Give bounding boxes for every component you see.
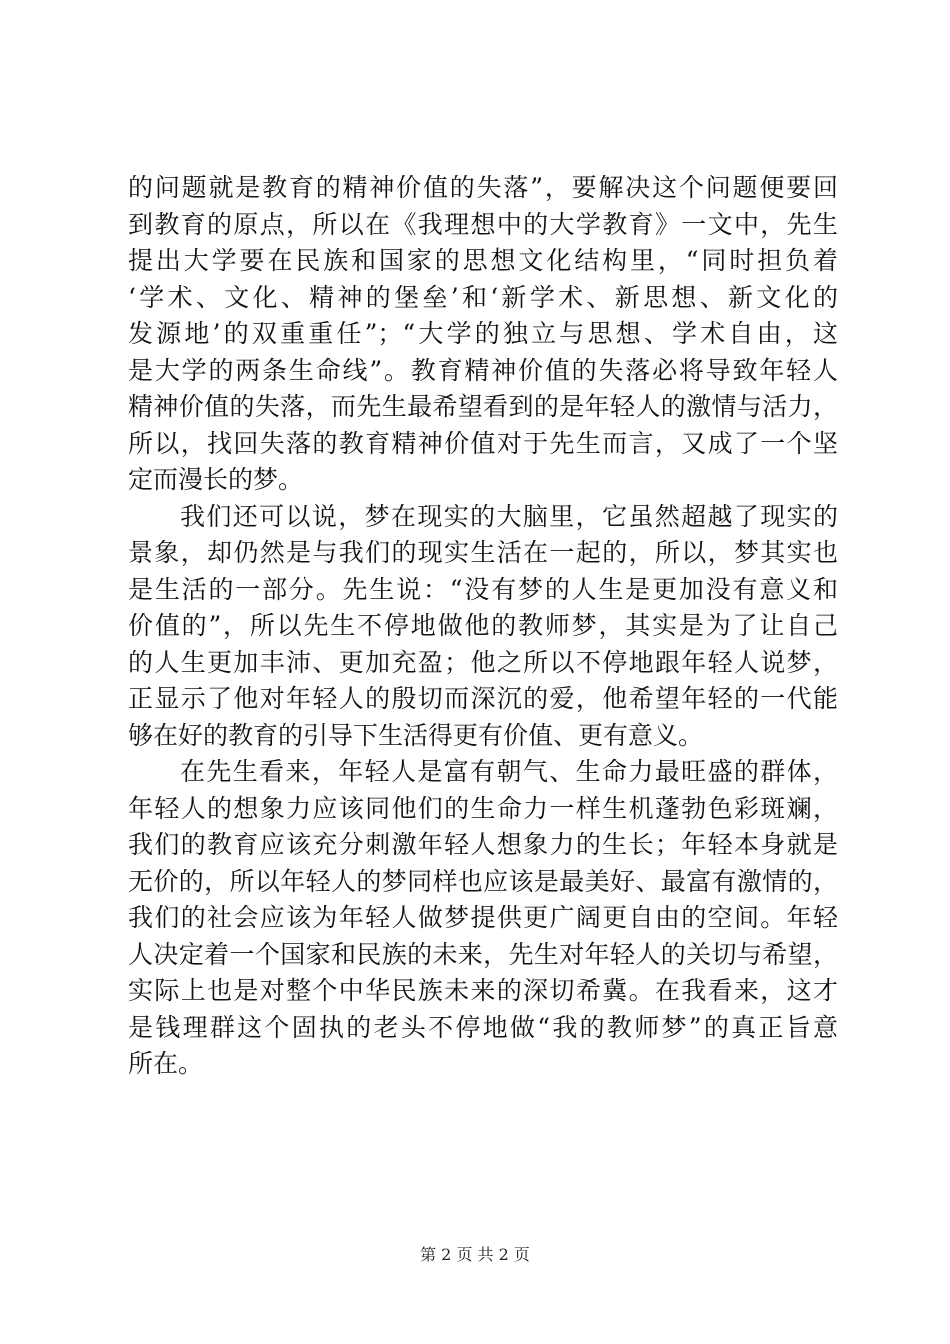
text-line: 我们的社会应该为年轻人做梦提供更广阔更自由的空间。年轻 <box>128 903 838 932</box>
text-line: 的问题就是教育的精神价值的失落”，要解决这个问题便要回 <box>128 173 838 202</box>
text-line: 是钱理群这个固执的老头不停地做“我的教师梦”的真正旨意 <box>128 1012 838 1042</box>
text-line: 正显示了他对年轻人的殷切而深沉的爱，他希望年轻的一代能 <box>128 684 838 713</box>
text-line: 定而漫长的梦。 <box>128 465 304 494</box>
paragraph-3 <box>128 754 838 1083</box>
text-line: 无价的，所以年轻人的梦同样也应该是最美好、最富有激情的， <box>128 866 838 896</box>
text-line: 人决定着一个国家和民族的未来，先生对年轻人的关切与希望， <box>128 939 838 969</box>
text-line: 够在好的教育的引导下生活得更有价值、更有意义。 <box>128 720 704 750</box>
text-line: 我们的教育应该充分刺激年轻人想象力的生长；年轻本身就是 <box>128 830 838 859</box>
text-line: 是大学的两条生命线”。教育精神价值的失落必将导致年轻人 <box>128 355 838 385</box>
text-line: ‘学术、文化、精神的堡垒’和‘新学术、新思想、新文化的 <box>128 282 838 312</box>
text-line: 年轻人的想象力应该同他们的生命力一样生机蓬勃色彩斑斓， <box>128 793 838 823</box>
document-body <box>128 170 838 1083</box>
text-line: 在先生看来，年轻人是富有朝气、生命力最旺盛的群体， <box>180 757 838 786</box>
text-line: 精神价值的失落，而先生最希望看到的是年轻人的激情与活力， <box>128 392 838 421</box>
paragraph-1 <box>128 170 838 499</box>
text-line: 所在。 <box>128 1049 204 1078</box>
paragraph-2 <box>128 499 838 755</box>
text-line: 所以，找回失落的教育精神价值对于先生而言，又成了一个坚 <box>128 428 838 458</box>
page-number-footer: 第 2 页 共 2 页 <box>420 1245 530 1264</box>
text-line: 的人生更加丰沛、更加充盈；他之所以不停地跟年轻人说梦， <box>128 647 838 677</box>
text-line: 价值的”，所以先生不停地做他的教师梦，其实是为了让自己 <box>128 611 838 640</box>
text-line: 景象，却仍然是与我们的现实生活在一起的，所以，梦其实也 <box>128 538 838 567</box>
text-line: 提出大学要在民族和国家的思想文化结构里，“同时担负着 <box>128 246 838 275</box>
text-line: 实际上也是对整个中华民族未来的深切希冀。在我看来，这才 <box>128 976 838 1005</box>
text-line: 发源地’的双重重任”；“大学的独立与思想、学术自由，这 <box>128 319 838 348</box>
text-line: 到教育的原点，所以在《我理想中的大学教育》一文中，先生 <box>128 209 838 239</box>
text-line: 我们还可以说，梦在现实的大脑里，它虽然超越了现实的 <box>180 501 838 531</box>
text-line: 是生活的一部分。先生说：“没有梦的人生是更加没有意义和 <box>128 574 838 604</box>
